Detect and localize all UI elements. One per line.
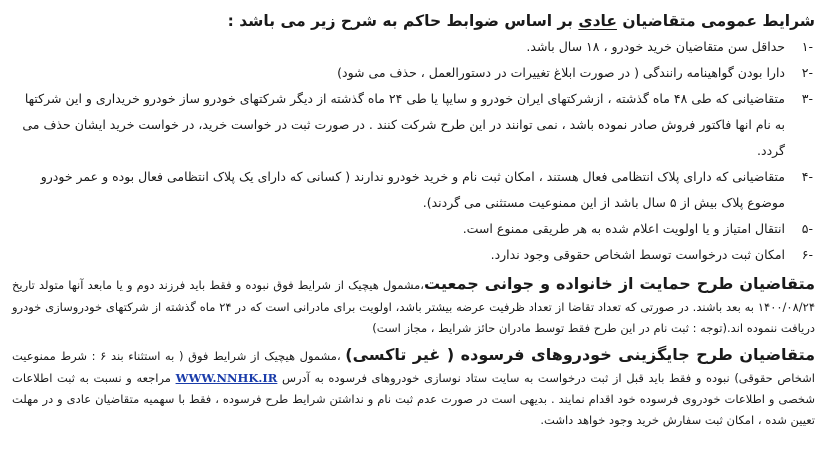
item-number: -۶ xyxy=(801,247,813,262)
nnhk-website-link[interactable]: WWW.NNHK.IR xyxy=(175,371,278,385)
item-text: امکان ثبت درخواست توسط اشخاص حقوقی وجود ندارد. xyxy=(490,247,785,262)
family-support-text: ،مشمول هیچیک از شرایط فوق نبوده و فقط باید فرزند دوم و یا مابعد آنها متولد تاریخ ۱۴۰۰/۰۸/۲۴ به بعد باشند. در صورتی که تعداد تقاضا از تعداد ظرفیت عرضه بیشتر باشد، اولویت برای مادرانی است که در ۲۴ ماه گذشته از شرکتهای خودروسازی خودرو دریافت ننموده اند.(توجه : ثبت نام در این طرح فقط توسط مادران حائز شرایط ، مجاز است) xyxy=(12,278,816,335)
family-support-paragraph xyxy=(12,271,815,339)
item-text: دارا بودن گواهینامه رانندگی ( در صورت ابلاغ تغییرات در دستورالعمل ، حذف می شود) xyxy=(337,65,785,80)
conditions-list xyxy=(12,34,815,268)
item-text: متقاضیانی که دارای پلاک انتظامی فعال هستند ، امکان ثبت نام و خرید خودرو ندارند ( کسانی که دارای یک پلاک انتظامی فعال بوده و عمر خودرو موضوع پلاک بیش از ۵ سال باشد از این ممنوعیت مستثنی می گردند). xyxy=(40,169,785,210)
list-item xyxy=(12,86,815,164)
old-car-replacement-text-after: مراجعه و نسبت به ثبت اطلاعات شخصی و اطلاعات خودروی فرسوده خود اقدام نمایند . بدیهی است در صورت عدم ثبت نام و نداشتن شرایط طرح فرسوده ، فقط با سهمیه متقاضیان عادی و در مهلت تعیین شده ، امکان ثبت سفارش خرید وجود خواهد داشت. xyxy=(12,371,815,427)
list-item xyxy=(12,242,815,268)
conditions-heading xyxy=(12,8,815,34)
list-item xyxy=(12,60,815,86)
heading-text-after: بر اساس ضوابط حاکم به شرح زیر می باشد : xyxy=(227,12,579,30)
item-text: متقاضیانی که طی ۴۸ ماه گذشته ، ازشرکتهای ایران خودرو و سایپا یا طی ۲۴ ماه گذشته از دیگر شرکتهای خودرو ساز خودرو خریداری و این شرکتها به نام انها فاکتور فروش صادر نموده باشد ، نمی توانند در این طرح شرکت کنند . در صورت ثبت در خواست خرید، در خواست خرید ایشان حذف می گردد. xyxy=(22,91,785,158)
item-number: -۲ xyxy=(801,65,813,80)
list-item xyxy=(12,34,815,60)
heading-emphasis: عادی xyxy=(578,12,617,30)
item-text: انتقال امتیاز و یا اولویت اعلام شده به هر طریقی ممنوع است. xyxy=(462,221,785,236)
family-support-section xyxy=(12,271,815,339)
family-support-title: متقاضیان طرح حمایت از خانواده و جوانی جمعیت xyxy=(424,274,816,293)
item-number: -۳ xyxy=(801,91,813,106)
old-car-replacement-title: متقاضیان طرح جایگزینی خودروهای فرسوده ( غیر تاکسی) xyxy=(345,345,816,364)
heading-text-before: شرایط عمومی متقاضیان xyxy=(616,12,815,30)
old-car-replacement-paragraph xyxy=(12,342,815,431)
item-number: -۴ xyxy=(801,169,813,184)
list-item xyxy=(12,216,815,242)
item-number: -۵ xyxy=(801,221,813,236)
old-car-replacement-text-before: ،مشمول هیچیک از شرایط فوق ( به استثناء بند ۶ : شرط ممنوعیت اشخاص حقوقی) نبوده و فقط باید قبل از ثبت درخواست به سایت ستاد نوسازی خودروهای فرسوده به آدرس xyxy=(12,349,815,385)
item-text: حداقل سن متقاضیان خرید خودرو ، ۱۸ سال باشد. xyxy=(526,39,785,54)
old-car-replacement-section xyxy=(12,342,815,431)
item-number: -۱ xyxy=(801,39,813,54)
list-item xyxy=(12,164,815,216)
